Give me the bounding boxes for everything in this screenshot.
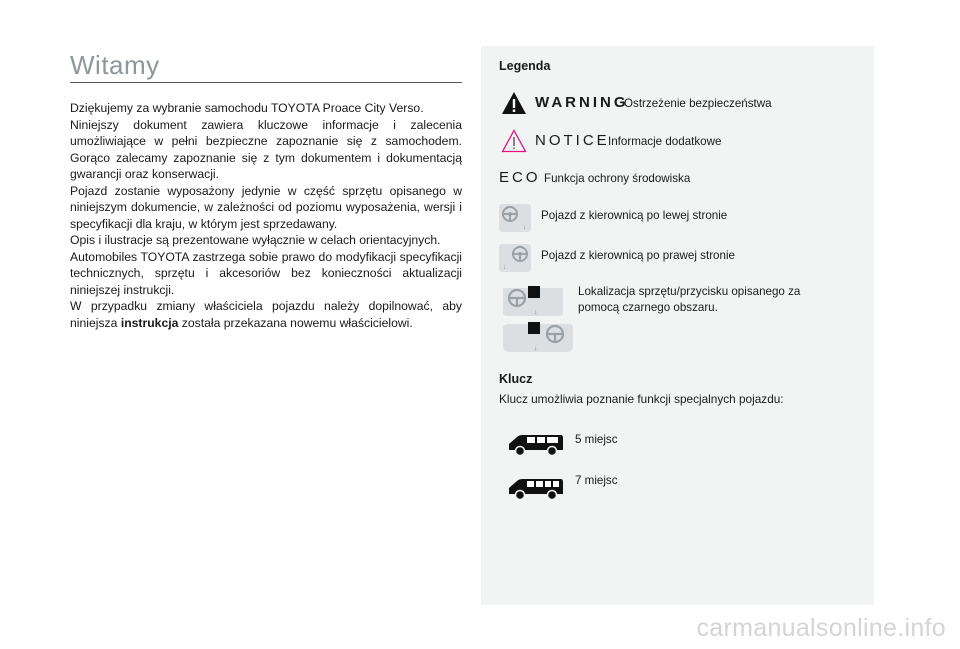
dashboard-location-icon — [501, 284, 565, 318]
van-5-seats-icon — [507, 430, 565, 458]
left-hand-drive-icon — [499, 204, 531, 232]
warning-description: Ostrzeżenie bezpieczeństwa — [624, 97, 772, 110]
svg-text:↓: ↓ — [534, 345, 538, 352]
eco-label: ECO — [499, 169, 541, 186]
eco-description: Funkcja ochrony środowiska — [544, 172, 691, 185]
page-title: Witamy — [70, 50, 160, 80]
key-item-7-seats: 7 miejsc — [575, 474, 618, 487]
warning-triangle-icon — [501, 91, 527, 115]
notice-triangle-icon — [501, 129, 527, 153]
key-description: Klucz umożliwia poznanie funkcji specjalnych pojazdu: — [499, 392, 784, 406]
intro-text-run: została przekazana nowemu właścicielowi. — [178, 315, 413, 330]
intro-paragraph: Automobiles TOYOTA zastrzega sobie prawo do modyfikacji specyfikacji technicznych, sprzętu i akcesoriów bez konieczności aktualizacji niniejszej instrukcji. — [70, 249, 462, 297]
watermark: carmanualsonline.info — [696, 614, 946, 642]
intro-bold-word: instrukcja — [120, 315, 179, 330]
intro-paragraph: Dziękujemy za wybranie samochodu TOYOTA Proace City Verso. — [70, 101, 424, 115]
lhd-description: Pojazd z kierownicą po lewej stronie — [541, 209, 728, 222]
legend-panel — [481, 46, 874, 605]
van-7-seats-icon — [507, 474, 565, 502]
intro-text — [70, 100, 462, 331]
svg-text:↓: ↓ — [503, 264, 507, 271]
notice-description: Informacje dodatkowe — [608, 135, 722, 148]
legend-title: Legenda — [499, 59, 551, 73]
title-divider — [70, 82, 462, 83]
intro-text-run: W przypadku zmiany właściciela pojazdu należy dopilnować, aby niniejsza — [70, 299, 462, 330]
intro-paragraph — [70, 298, 462, 331]
location-description: Lokalizacja sprzętu/przycisku opisanego za pomocą czarnego obszaru. — [578, 285, 801, 314]
rhd-description: Pojazd z kierownicą po prawej stronie — [541, 249, 735, 262]
notice-label: NOTICE — [535, 132, 610, 149]
intro-paragraph: Pojazd zostanie wyposażony jedynie w część sprzętu opisanego w niniejszym dokumencie, w zależności od poziomu wyposażenia, wersji i specyfikacji dla kraju, w którym jest sprzedawany. — [70, 183, 462, 231]
key-title: Klucz — [499, 372, 533, 386]
svg-text:↓: ↓ — [523, 224, 527, 231]
intro-paragraph: Niniejszy dokument zawiera kluczowe informacje i zalecenia umożliwiające w pełni bezpieczne zapoznanie się z samochodem. Gorąco zalecamy zapoznanie się z tym dokumentem i dokumentacją gwarancji oraz konserwacji. — [70, 117, 462, 181]
key-item-5-seats: 5 miejsc — [575, 433, 618, 446]
warning-label: WARNING — [535, 94, 629, 111]
dashboard-location-icon-rhd — [501, 320, 575, 354]
intro-paragraph: Opis i ilustracje są prezentowane wyłącznie w celach orientacyjnych. — [70, 233, 441, 247]
right-hand-drive-icon — [499, 244, 531, 272]
svg-text:↓: ↓ — [534, 309, 538, 316]
